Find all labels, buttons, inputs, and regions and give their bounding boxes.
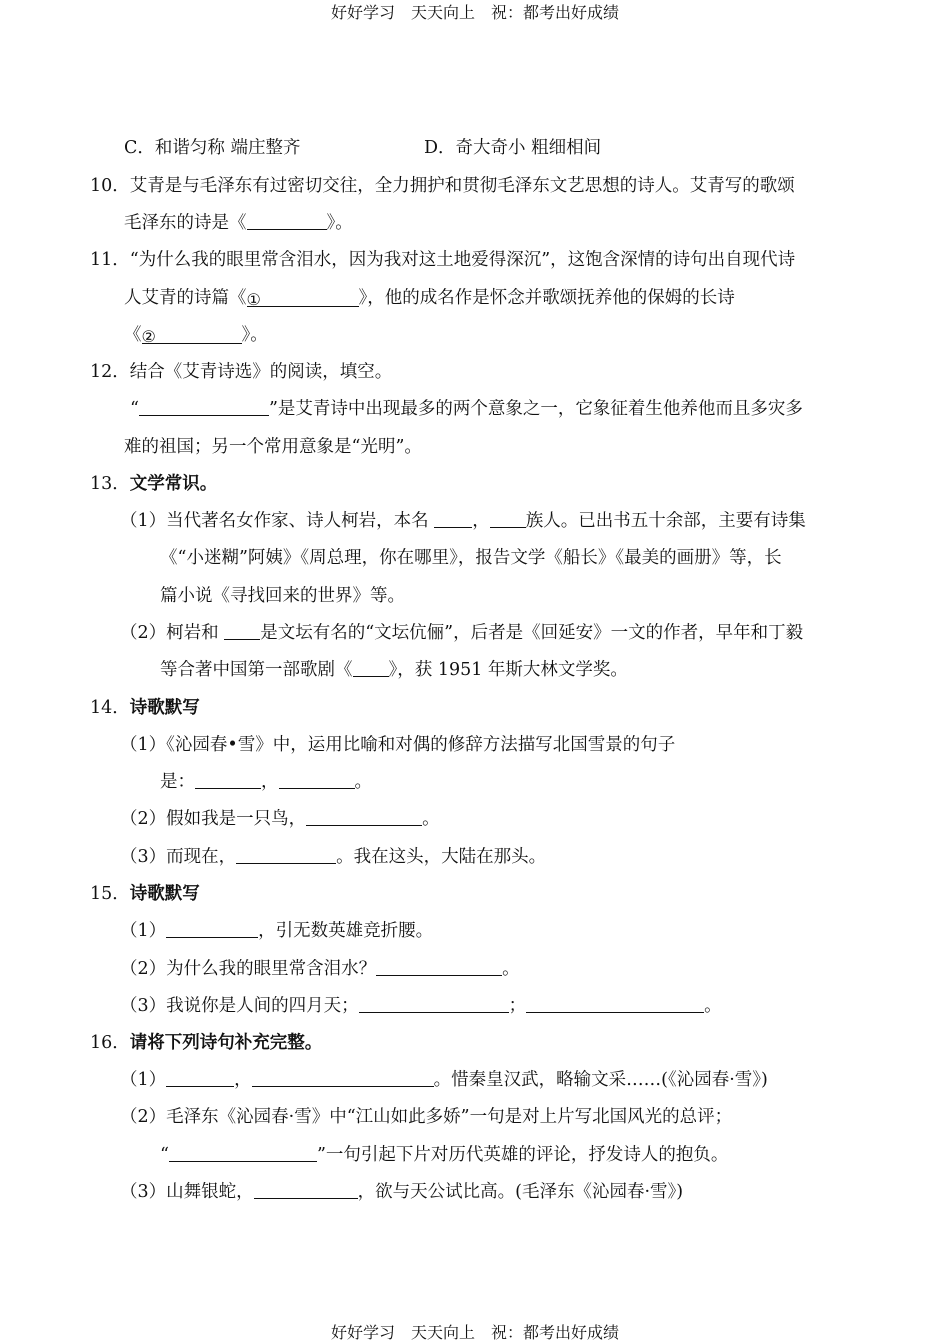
q15-number: 15． [90,884,130,904]
page-footer: 好好学习 天天向上 祝：都考出好成绩 [330,1323,619,1342]
q13-p2-blank-spouse[interactable] [224,621,260,640]
q16-p1-text-c: 。惜秦皇汉武，略输文采……(《沁园春·雪》) [433,1070,768,1090]
q15-p1-text-a: （1） [120,921,167,941]
q11-blank-1-marker: ① [246,290,261,309]
q13-part1-line1 [120,509,806,533]
q9-option-c: C．和谐匀称 端庄整齐 [124,138,301,158]
q16-p2-blank[interactable] [169,1143,317,1162]
q10-text: 艾青是与毛泽东有过密切交往，全力拥护和贯彻毛泽东文艺思想的诗人。艾青写的歌颂 [129,176,795,196]
q11-number: 11． [90,250,130,270]
q10-number: 10． [90,176,130,196]
q15-p3-blank-2[interactable] [526,994,704,1013]
q11-text: “为什么我的眼里常含泪水，因为我对这土地爱得深沉”，这饱含深情的诗句出自现代诗 [129,250,796,270]
q16-part2-line1: （2）毛泽东《沁园春·雪》中“江山如此多娇”一句是对上片写北国风光的总评； [120,1107,733,1127]
q15-p2-blank[interactable] [376,957,502,976]
q13-p2-text-d: 》，获 1951 年斯大林文学奖。 [388,660,628,680]
q14-p2-blank[interactable] [306,807,422,826]
q13-p1-text-c: 族人。已出书五十余部，主要有诗集 [525,511,806,531]
q16-part3 [120,1180,683,1204]
q16-part1 [120,1068,768,1092]
q15-p3-text-b: ； [508,996,527,1016]
q11-answer-blank-2[interactable] [142,325,242,344]
q16-title: 请将下列诗句补充完整。 [129,1033,323,1053]
q11-answer-blank-1[interactable] [247,288,359,307]
q15-part3 [120,994,722,1018]
q14-p1-text-c: 。 [354,772,372,792]
q13-heading [90,472,217,496]
q13-part1-line3: 篇小说《寻找回来的世界》等。 [160,586,405,606]
q14-part1-line2 [160,770,372,794]
q11-blank-2-marker: ② [141,327,156,346]
q14-p1-text-a: 是： [160,772,195,792]
q16-p3-text-b: ，欲与天公试比高。(毛泽东《沁园春·雪》) [357,1182,684,1202]
q12-number: 12． [90,362,130,382]
q15-p1-blank[interactable] [166,919,258,938]
q15-p2-text-b: 。 [502,959,520,979]
q13-p2-text-a: （2）柯岩和 [120,623,225,643]
q12-text-post: ”是艾青诗中出现最多的两个意象之一，它象征着生他养他而且多灾多 [268,399,803,419]
q14-part3 [120,845,546,869]
q15-heading [90,882,200,906]
q16-part2-line2 [160,1143,728,1167]
q16-p1-blank-2[interactable] [252,1068,434,1087]
q11-stem-line1 [90,248,795,272]
q16-p1-text-a: （1） [120,1070,167,1090]
q13-title: 文学常识。 [129,474,218,494]
page-header: 好好学习 天天向上 祝：都考出好成绩 [330,3,619,22]
q14-p2-text-a: （2）假如我是一只鸟， [120,809,307,829]
q13-p2-blank-opera[interactable] [353,658,389,677]
q9-option-d: D．奇大奇小 粗细相间 [424,138,602,158]
q11-text-pre-2: 《 [124,325,142,345]
q11-text-post: 》，他的成名作是怀念并歌颂抚养他的保姆的长诗 [358,288,735,308]
q13-part2-line2 [160,658,628,682]
q14-heading [90,696,200,720]
q11-text-pre: 人艾青的诗篇《 [124,288,247,308]
q12-stem-line1 [90,360,392,384]
q13-p1-text-a: （1）当代著名女作家、诗人柯岩，本名 [120,511,435,531]
q14-p3-text-b: 。我在这头，大陆在那头。 [336,847,547,867]
q13-p1-blank-name[interactable] [434,509,472,528]
q10-answer-blank[interactable] [247,211,327,230]
q12-answer-blank[interactable] [139,397,269,416]
q15-part2 [120,957,520,981]
q12-stem-line3: 难的祖国；另一个常用意象是“光明”。 [124,437,422,457]
q15-title: 诗歌默写 [129,884,200,904]
q16-heading [90,1031,322,1055]
q15-p3-blank-1[interactable] [359,994,509,1013]
q14-p1-blank-2[interactable] [279,770,355,789]
q15-p3-text-a: （3）我说你是人间的四月天； [120,996,359,1016]
q10-stem-line1 [90,174,795,198]
q14-part2 [120,807,440,831]
q16-p1-text-b: ， [234,1070,252,1090]
q13-p1-text-b: ， [472,511,490,531]
q13-part1-line2: 《“小迷糊”阿姨》《周总理，你在哪里》，报告文学《船长》《最美的画册》等，长 [160,548,782,568]
q10-text-pre: 毛泽东的诗是《 [124,213,247,233]
q14-p1-blank-1[interactable] [195,770,261,789]
q13-p1-blank-ethnicity[interactable] [490,509,526,528]
q14-title: 诗歌默写 [129,698,200,718]
q12-text: 结合《艾青诗选》的阅读，填空。 [129,362,393,382]
q14-number: 14． [90,698,130,718]
q14-p1-text-b: ， [261,772,279,792]
q16-p2-quote-open: “ [160,1145,169,1165]
q10-stem-line2 [124,211,353,235]
q15-p2-text-a: （2）为什么我的眼里常含泪水？ [120,959,377,979]
q14-part1-line1: （1）《沁园春•雪》中，运用比喻和对偶的修辞方法描写北国雪景的句子 [120,735,676,755]
q11-stem-line2 [124,286,735,310]
q12-quote-open: “ [130,399,139,419]
q16-number: 16． [90,1033,130,1053]
q15-p3-text-c: 。 [704,996,722,1016]
q10-text-post: 》。 [326,213,353,233]
q14-p3-blank[interactable] [236,845,336,864]
q14-p2-text-b: 。 [422,809,440,829]
q16-p3-blank[interactable] [254,1180,358,1199]
q11-stem-line3 [124,323,268,347]
q11-text-post-2: 》。 [241,325,268,345]
q16-p2-text-b: ”一句引起下片对历代英雄的评论，抒发诗人的抱负。 [316,1145,729,1165]
q15-p1-text-b: ，引无数英雄竞折腰。 [258,921,434,941]
q16-p1-blank-1[interactable] [166,1068,234,1087]
q13-p2-text-b: 是文坛有名的“文坛伉俪”，后者是《回延安》一文的作者，早年和丁毅 [260,623,804,643]
q13-part2-line1 [120,621,803,645]
q12-stem-line2 [130,397,803,421]
q14-p3-text-a: （3）而现在， [120,847,237,867]
q16-p3-text-a: （3）山舞银蛇， [120,1182,254,1202]
q13-number: 13． [90,474,130,494]
q15-part1 [120,919,433,943]
q13-p2-text-c: 等合著中国第一部歌剧《 [160,660,353,680]
